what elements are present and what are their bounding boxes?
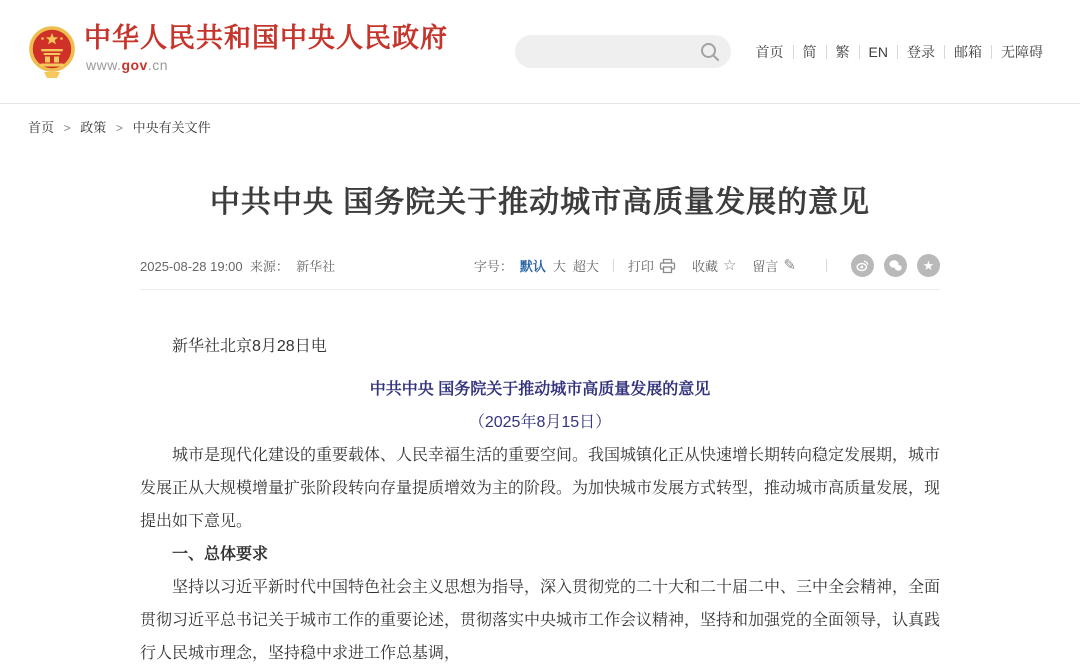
star-outline-icon: ☆ <box>722 257 737 274</box>
search-icon[interactable] <box>699 41 721 63</box>
breadcrumb-policy[interactable]: 政策 <box>80 120 107 135</box>
nav-login[interactable]: 登录 <box>907 43 935 60</box>
nav-mailbox[interactable]: 邮箱 <box>954 43 982 60</box>
dateline: 新华社北京8月28日电 <box>172 338 327 355</box>
nav-simplified[interactable]: 简 <box>802 43 817 60</box>
fontsize-large-button[interactable]: 大 <box>552 259 566 274</box>
comment-button[interactable] <box>752 256 796 275</box>
star-icon: ★ <box>922 258 935 273</box>
paragraph: 城市是现代化建设的重要载体、人民幸福生活的重要空间。我国城镇化正从快速增长期转向稳定发展期，城市发展正从大规模增量扩张阶段转向存量提质增效为主的阶段。为加快城市发展方式转型，推动城市高质量发展，现提出如下意见。 <box>140 447 941 530</box>
more-share-icon[interactable] <box>917 254 940 277</box>
publish-datetime: 2025-08-28 19:00 <box>140 259 243 274</box>
site-url <box>86 57 448 73</box>
comment-label: 留言 <box>752 259 779 274</box>
search-box <box>515 35 731 68</box>
share-group <box>841 254 940 277</box>
article-meta-left <box>140 256 335 275</box>
printer-icon <box>659 258 676 274</box>
article-container <box>140 182 940 670</box>
fontsize-default-button[interactable]: 默认 <box>519 259 546 274</box>
nav-accessibility[interactable]: 无障碍 <box>1001 43 1043 60</box>
site-header <box>0 0 1080 104</box>
nav-traditional[interactable]: 繁 <box>835 43 850 60</box>
meta-divider <box>826 259 827 272</box>
fontsize-xlarge-button[interactable]: 超大 <box>572 259 599 274</box>
site-logo[interactable] <box>28 23 448 81</box>
url-suffix: .cn <box>147 56 169 73</box>
url-gov: gov <box>121 56 148 73</box>
favorite-label: 收藏 <box>691 259 718 274</box>
breadcrumb-central-documents[interactable]: 中央有关文件 <box>132 120 211 135</box>
weibo-share-icon[interactable] <box>851 254 874 277</box>
content-divider <box>140 289 940 290</box>
nav-home[interactable]: 首页 <box>755 43 784 60</box>
breadcrumb-separator: > <box>63 121 71 135</box>
breadcrumb-separator: > <box>115 121 123 135</box>
nav-english[interactable]: EN <box>868 43 888 60</box>
pencil-icon: ✎ <box>783 257 796 274</box>
breadcrumb <box>0 104 1080 146</box>
article-body <box>140 330 940 670</box>
top-nav <box>747 42 1052 62</box>
wechat-share-icon[interactable] <box>884 254 907 277</box>
print-button[interactable] <box>628 256 676 275</box>
url-prefix: www. <box>86 56 122 73</box>
fontsize-control <box>474 256 599 275</box>
meta-divider <box>613 259 614 272</box>
article-meta-bar <box>140 254 940 277</box>
paragraph: 坚持以习近平新时代中国特色社会主义思想为指导，深入贯彻党的二十大和二十届二中、三中全会精神，全面贯彻习近平总书记关于城市工作的重要论述，贯彻落实中央城市工作会议精神，坚持和加强党的全面领导，认真践行人民城市理念，坚持稳中求进工作总基调， <box>140 579 941 662</box>
document-title: 中共中央 国务院关于推动城市高质量发展的意见 <box>369 381 711 398</box>
page-title: 中共中央 国务院关于推动城市高质量发展的意见 <box>209 186 871 219</box>
section-heading: 一、总体要求 <box>172 546 269 563</box>
national-emblem-icon <box>28 25 76 81</box>
breadcrumb-home[interactable]: 首页 <box>28 120 55 135</box>
source-label: 来源： <box>249 259 289 274</box>
favorite-button[interactable] <box>692 256 736 275</box>
article-meta-right <box>474 254 940 277</box>
fontsize-label: 字号： <box>473 259 513 274</box>
document-date: （2025年8月15日） <box>468 414 612 431</box>
source-name[interactable]: 新华社 <box>296 259 336 274</box>
site-title: 中华人民共和国中央人民政府 <box>84 22 448 53</box>
print-label: 打印 <box>627 259 654 274</box>
